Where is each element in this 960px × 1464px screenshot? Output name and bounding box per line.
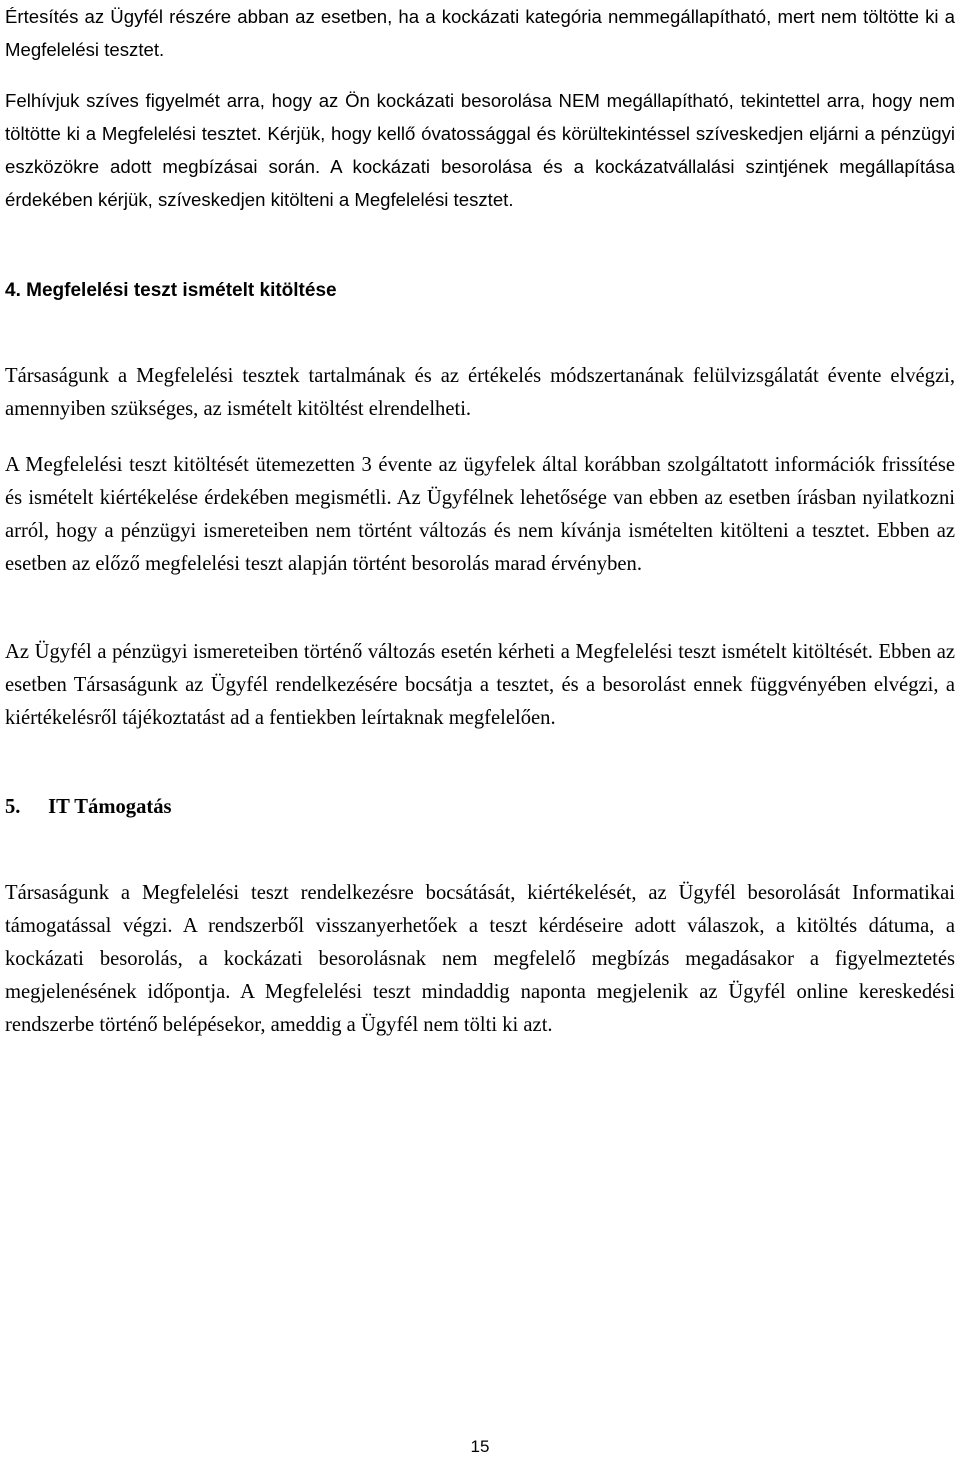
- paragraph-three-yearly-repeat: A Megfelelési teszt kitöltését ütemezetten 3 évente az ügyfelek által korábban szolgáltatott információk frissítése és ismételt kiértékelése érdekében megismétli. Az Ügyfélnek lehetősége van ebben az esetben írásban nyilatkozni arról, hogy a pénzügyi ismereteiben nem történt változás és nem kívánja ismételten kitölteni a tesztet. Ebben az esetben az előző megfelelési teszt alapján történt besorolás marad érvényben.: [5, 454, 955, 575]
- section-title: Megfelelési teszt ismételt kitöltése: [26, 280, 337, 301]
- section-heading-4: [5, 274, 955, 307]
- section-heading-5: [5, 791, 955, 824]
- paragraph-it-support: Társaságunk a Megfelelési teszt rendelkezésre bocsátását, kiértékelését, az Ügyfél besorolását Informatikai támogatással végzi. A rendszerből visszanyerhetőek a teszt kérdéseire adott válaszok, a kitöltés dátuma, a kockázati besorolás, a kockázati besorolásnak nem megfelelő megbízás megadásakor a figyelmeztetés megjelenésének időpontja. A Megfelelési teszt mindaddig naponta megjelenik az Ügyfél online kereskedési rendszerbe történő belépésekor, ameddig a Ügyfél nem tölti ki azt.: [5, 882, 955, 1036]
- section-number: 5.: [5, 796, 21, 818]
- section-title: IT Támogatás: [48, 796, 172, 818]
- page-number: 15: [470, 1437, 490, 1456]
- paragraph-annual-review: Társaságunk a Megfelelési tesztek tartalmának és az értékelés módszertanának felülvizsgálatát évente elvégzi, amennyiben szükséges, az ismételt kitöltést elrendelheti.: [5, 365, 955, 420]
- paragraph-risk-warning: Felhívjuk szíves figyelmét arra, hogy az Ön kockázati besorolása NEM megállapítható, tekintettel arra, hogy nem töltötte ki a Megfelelési tesztet. Kérjük, hogy kellő óvatossággal és körültekintéssel szíveskedjen eljárni a pénzügyi eszközökre adott megbízásai során. A kockázati besorolása és a kockázatvállalási szintjének megállapítása érdekében kérjük, szíveskedjen kitölteni a Megfelelési tesztet.: [5, 90, 955, 210]
- paragraph-notification-title: Értesítés az Ügyfél részére abban az esetben, ha a kockázati kategória nemmegállapítható, mert nem töltötte ki a Megfelelési tesztet.: [5, 6, 955, 60]
- paragraph-client-request: Az Ügyfél a pénzügyi ismereteiben történő változás esetén kérheti a Megfelelési teszt ismételt kitöltését. Ebben az esetben Társaságunk az Ügyfél rendelkezésére bocsátja a tesztet, és a besorolást ennek függvényében elvégzi, a kiértékelésről tájékoztatást ad a fentiekben leírtaknak megfelelően.: [5, 641, 955, 729]
- section-number: 4.: [5, 280, 21, 301]
